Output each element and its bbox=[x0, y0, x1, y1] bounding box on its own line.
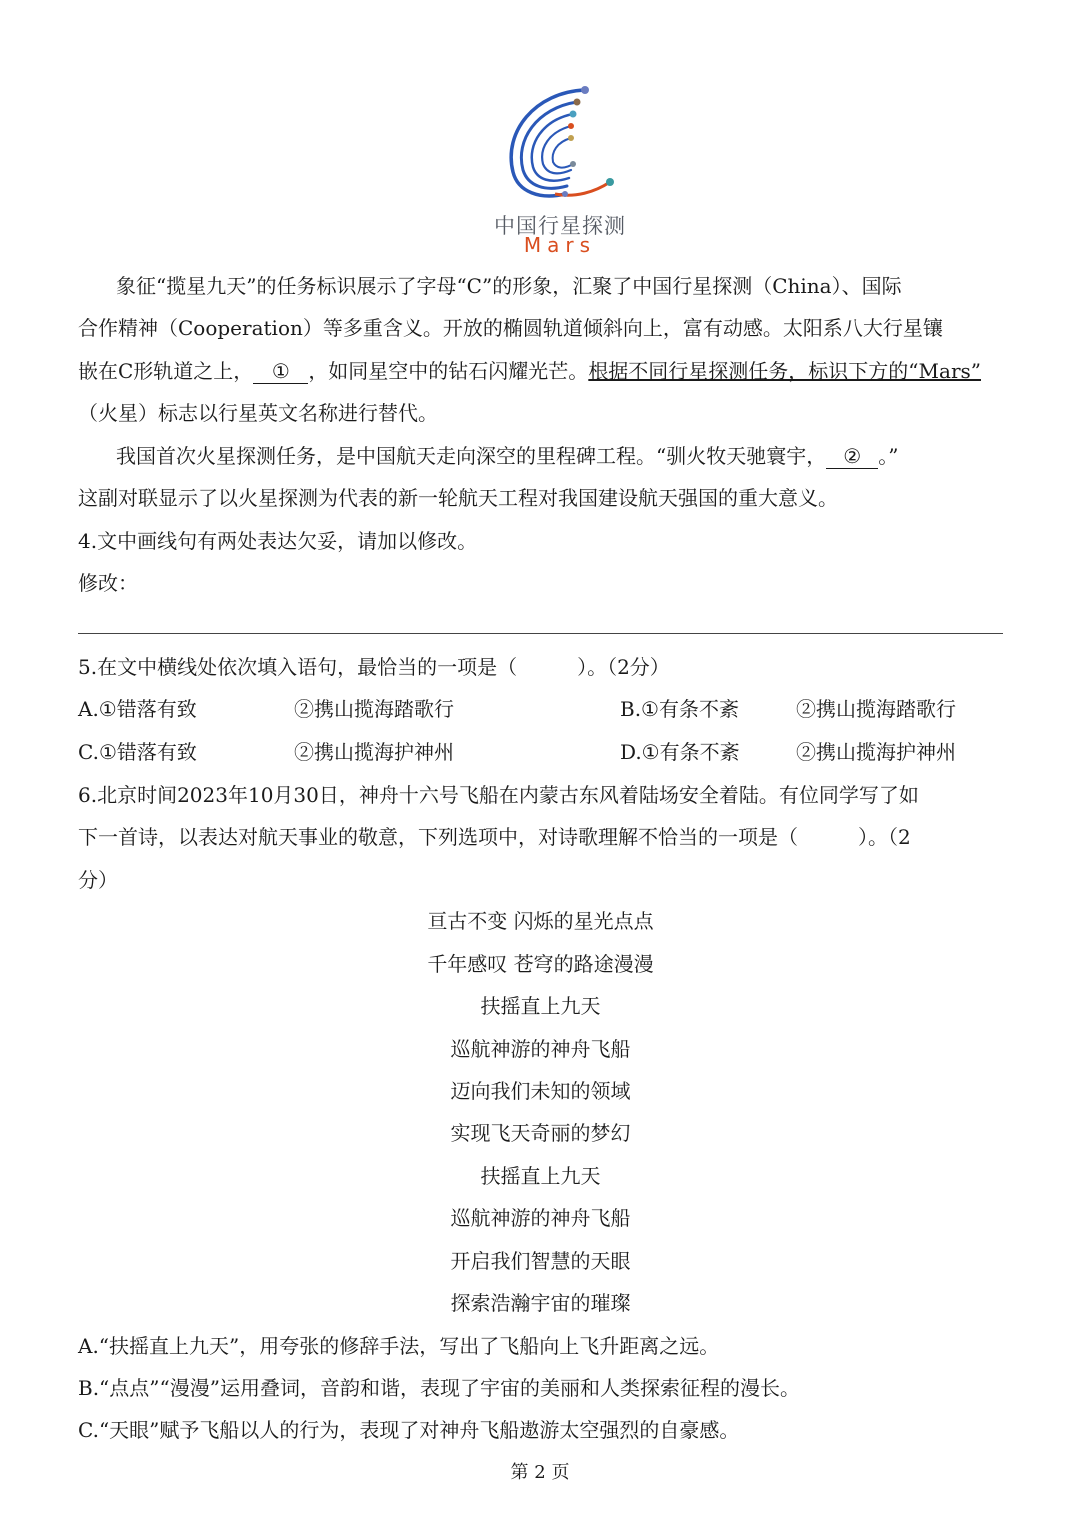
logo-chinese-text: 中国行星探测 bbox=[494, 214, 626, 238]
question-5: 5.在文中横线处依次填入语句，最恰当的一项是（ ）。（2分） bbox=[78, 655, 670, 679]
option-a-part1[interactable]: A.①错落有致 bbox=[78, 697, 197, 721]
page-number: 第 2 页 bbox=[510, 1462, 570, 1483]
option-b-part2[interactable]: ②携山揽海踏歌行 bbox=[796, 697, 956, 721]
passage-text: 合作精神（Cooperation）等多重含义。开放的椭圆轨道倾斜向上，富有动感。太阳系八大行星镶 bbox=[78, 316, 943, 340]
poem-line: 巡航神游的神舟飞船 bbox=[450, 1037, 631, 1061]
q6-option-c[interactable]: C.“天眼”赋予飞船以人的行为，表现了对神舟飞船遨游太空强烈的自豪感。 bbox=[78, 1418, 740, 1442]
passage-line bbox=[78, 484, 1003, 512]
underlined-sentence: 根据不同行星探测任务，标识下方的“Mars” bbox=[588, 359, 981, 383]
poem-line: 开启我们智慧的天眼 bbox=[450, 1249, 631, 1273]
answer-label: 修改： bbox=[78, 571, 138, 595]
poem-line: 迈向我们未知的领域 bbox=[450, 1079, 631, 1103]
passage-line bbox=[78, 272, 1003, 300]
logo-mars-text: Mars bbox=[523, 233, 597, 257]
question-6-line: 6.北京时间2023年10月30日，神舟十六号飞船在内蒙古东风着陆场安全着陆。有位同学写了如 bbox=[78, 783, 919, 807]
passage-text: 我国首次火星探测任务，是中国航天走向深空的里程碑工程。“驯火牧天驰寰宇， bbox=[116, 444, 827, 468]
passage-text: ，如同星空中的钻石闪耀光芒。 bbox=[308, 359, 589, 383]
option-c-part1[interactable]: C.①错落有致 bbox=[78, 740, 197, 764]
poem-line: 实现飞天奇丽的梦幻 bbox=[450, 1121, 631, 1145]
poem-line: 千年感叹 苍穹的路途漫漫 bbox=[427, 952, 654, 976]
passage-line bbox=[78, 399, 1003, 427]
poem-line: 扶摇直上九天 bbox=[480, 994, 601, 1018]
blank-2: ② bbox=[826, 444, 878, 469]
q6-option-a[interactable]: A.“扶摇直上九天”，用夸张的修辞手法，写出了飞船向上飞升距离之远。 bbox=[78, 1334, 720, 1358]
option-d-part1[interactable]: D.①有条不紊 bbox=[620, 740, 740, 764]
poem-line: 扶摇直上九天 bbox=[480, 1164, 601, 1188]
poem-line: 巡航神游的神舟飞船 bbox=[450, 1206, 631, 1230]
option-a-part2[interactable]: ②携山揽海踏歌行 bbox=[294, 697, 454, 721]
option-c-part2[interactable]: ②携山揽海护神州 bbox=[294, 740, 454, 764]
question-4: 4.文中画线句有两处表达欠妥，请加以修改。 bbox=[78, 529, 478, 553]
mission-logo bbox=[485, 82, 635, 262]
passage-text: 嵌在C形轨道之上， bbox=[78, 359, 254, 383]
blank-1: ① bbox=[253, 359, 308, 384]
passage-line bbox=[78, 442, 1003, 470]
answer-line[interactable] bbox=[78, 633, 1003, 634]
question-6-line: 分） bbox=[78, 868, 118, 892]
q6-option-b[interactable]: B.“点点”“漫漫”运用叠词，音韵和谐，表现了宇宙的美丽和人类探索征程的漫长。 bbox=[78, 1376, 800, 1400]
passage-line bbox=[78, 314, 1003, 342]
poem-line: 亘古不变 闪烁的星光点点 bbox=[427, 909, 654, 933]
passage-text: 这副对联显示了以火星探测为代表的新一轮航天工程对我国建设航天强国的重大意义。 bbox=[78, 486, 838, 510]
orbit-c-icon bbox=[485, 82, 635, 207]
option-b-part1[interactable]: B.①有条不紊 bbox=[620, 697, 739, 721]
passage-line bbox=[78, 357, 1003, 385]
option-d-part2[interactable]: ②携山揽海护神州 bbox=[796, 740, 956, 764]
poem-line: 探索浩瀚宇宙的璀璨 bbox=[450, 1291, 631, 1315]
passage-text: 象征“揽星九天”的任务标识展示了字母“C”的形象，汇聚了中国行星探测（China）、国际 bbox=[116, 274, 902, 298]
passage-text: （火星）标志以行星英文名称进行替代。 bbox=[78, 401, 438, 425]
question-6-line: 下一首诗，以表达对航天事业的敬意，下列选项中，对诗歌理解不恰当的一项是（ ）。（2 bbox=[78, 825, 911, 849]
passage-text: 。” bbox=[878, 444, 899, 468]
